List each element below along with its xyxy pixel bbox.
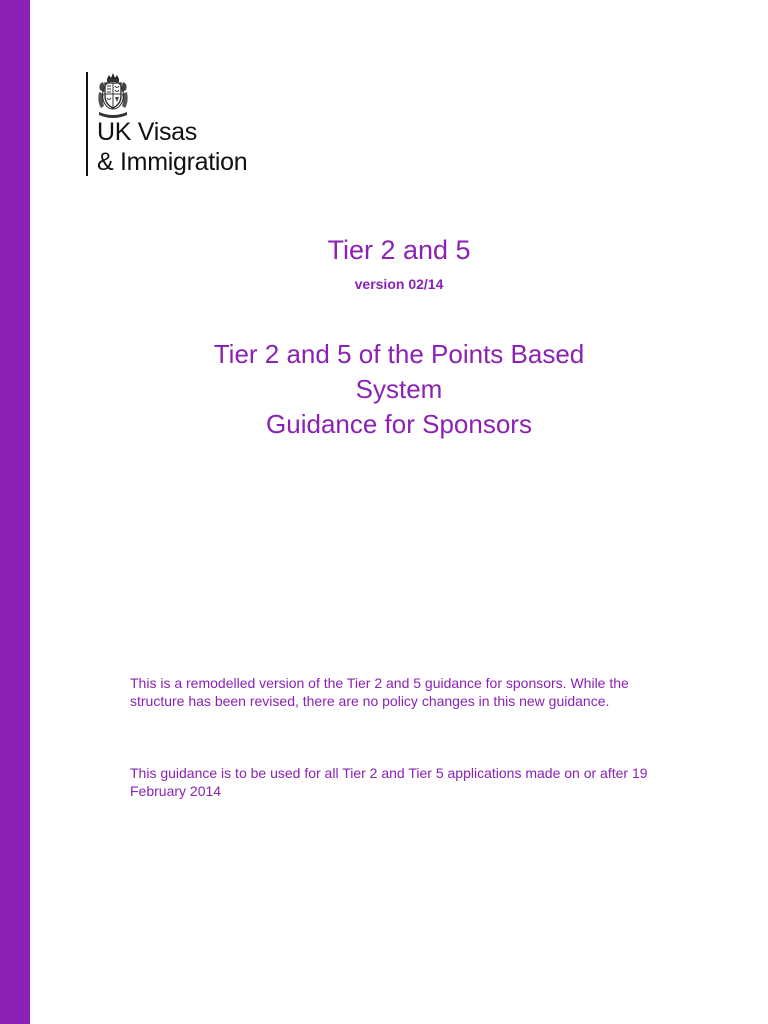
document-title-line: Tier 2 and 5 of the Points Based	[213, 339, 585, 369]
side-stripe	[0, 0, 30, 1024]
remodel-note	[130, 674, 670, 710]
logo-line-uk-visas: UK Visas	[97, 118, 197, 146]
applicability-note-text: This guidance is to be used for all Tier 2 and Tier 5 applications made on or after 19 February 2014	[130, 765, 648, 799]
logo-line-immigration: & Immigration	[97, 148, 248, 176]
ukvi-logo	[86, 70, 286, 180]
document-heading: Tier 2 and 5	[327, 235, 471, 265]
applicability-note	[130, 764, 670, 800]
royal-coat-of-arms-icon	[96, 72, 130, 118]
document-title-line: Guidance for Sponsors	[266, 409, 532, 439]
version-label: version 02/14	[354, 276, 444, 292]
remodel-note-text: This is a remodelled version of the Tier 2 and 5 guidance for sponsors. While the structure has been revised, there are no policy changes in this new guidance.	[130, 675, 629, 709]
document-title	[30, 337, 768, 442]
document-title-line: System	[355, 374, 443, 404]
logo-divider	[86, 72, 88, 176]
